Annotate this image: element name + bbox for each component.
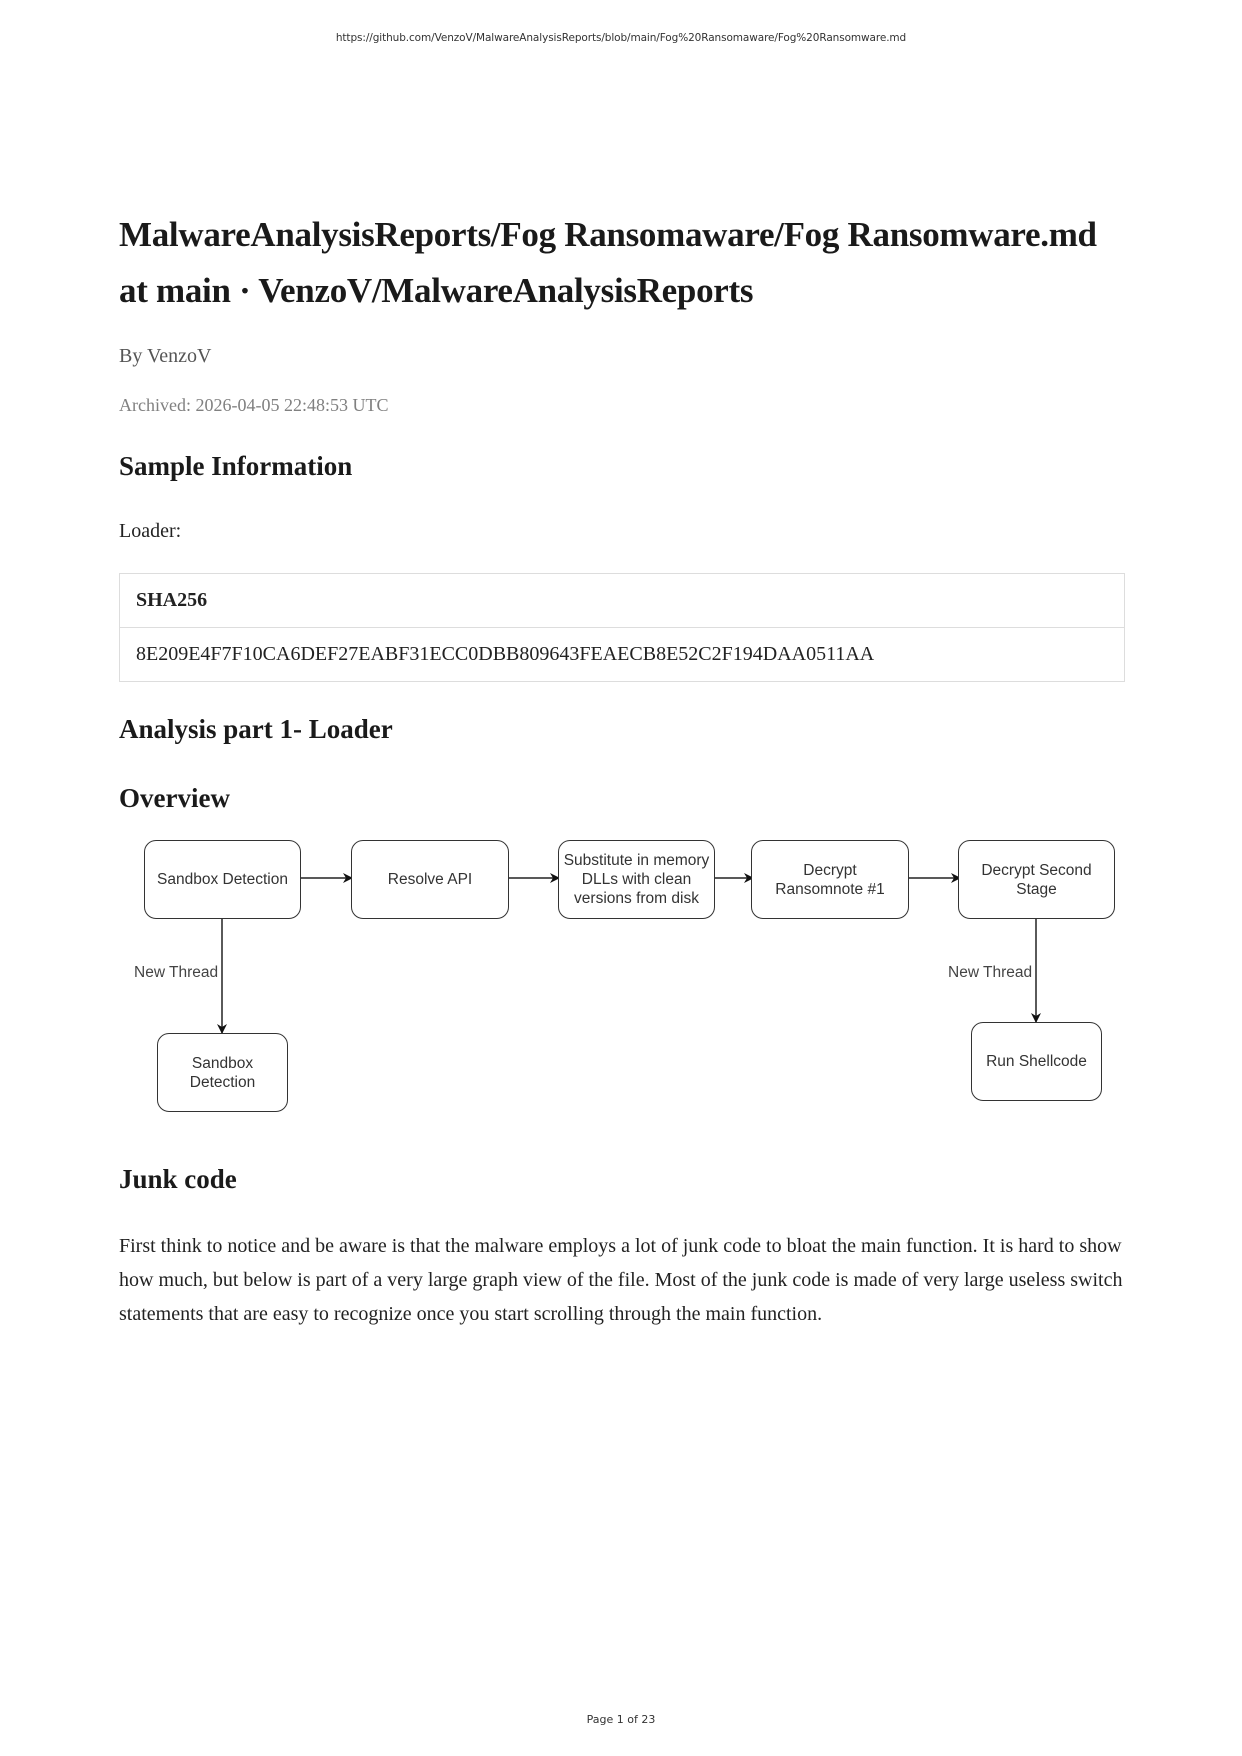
table-header-sha256: SHA256 [120,574,1125,628]
node-run-shellcode [971,1022,1102,1101]
heading-sample-information: Sample Information [119,451,353,481]
table-row [120,628,1125,682]
sha256-table [119,573,1125,682]
node-decrypt-ransomnote [751,840,909,919]
table-header-row [120,574,1125,628]
heading-overview: Overview [119,783,230,813]
node-sandbox-detection [144,840,301,919]
node-resolve-api [351,840,509,919]
loader-label: Loader: [119,520,182,542]
node-label: Decrypt Second Stage [981,861,1092,898]
node-sandbox-detection-thread [157,1033,288,1112]
node-label: Sandbox Detection [189,1054,256,1091]
node-substitute-dlls [558,840,715,919]
loader-flow-diagram [119,840,1125,1140]
node-label: Decrypt Ransomnote #1 [775,861,885,898]
page-number: Page 1 of 23 [586,1713,656,1726]
edge-label-new-thread: New Thread [948,964,1033,981]
heading-junk-code: Junk code [119,1164,237,1194]
node-label: Run Shellcode [986,1053,1087,1070]
junk-code-paragraph: First think to notice and be aware is that the malware employs a lot of junk code to bloat the main function. It is hard to show how much, but below is part of a very large graph view of the file. Most of the junk code is made of very large useless switch statements that are easy to recognize once you start scrolling through the main function. [119,1235,1123,1325]
author-byline: By VenzoV [119,345,212,367]
edge-label-new-thread: New Thread [134,964,219,981]
page-url: https://github.com/VenzoV/MalwareAnalysisReports/blob/main/Fog%20Ransomaware/Fog%20Ransomware.md [335,32,907,44]
archived-timestamp: Archived: 2026-04-05 22:48:53 UTC [119,395,389,415]
node-label: Resolve API [387,871,473,888]
node-decrypt-second-stage [958,840,1115,919]
sha256-hash-value: 8E209E4F7F10CA6DEF27EABF31ECC0DBB809643FEAECB8E52C2F194DAA0511AA [120,628,1125,682]
node-label: Substitute in memory DLLs with clean versions from disk [563,852,710,907]
document-title: MalwareAnalysisReports/Fog Ransomaware/Fog Ransomware.md at main · VenzoV/MalwareAnalysisReports [119,215,1097,310]
node-label: Sandbox Detection [157,871,288,888]
heading-analysis-part-1: Analysis part 1- Loader [119,714,393,744]
